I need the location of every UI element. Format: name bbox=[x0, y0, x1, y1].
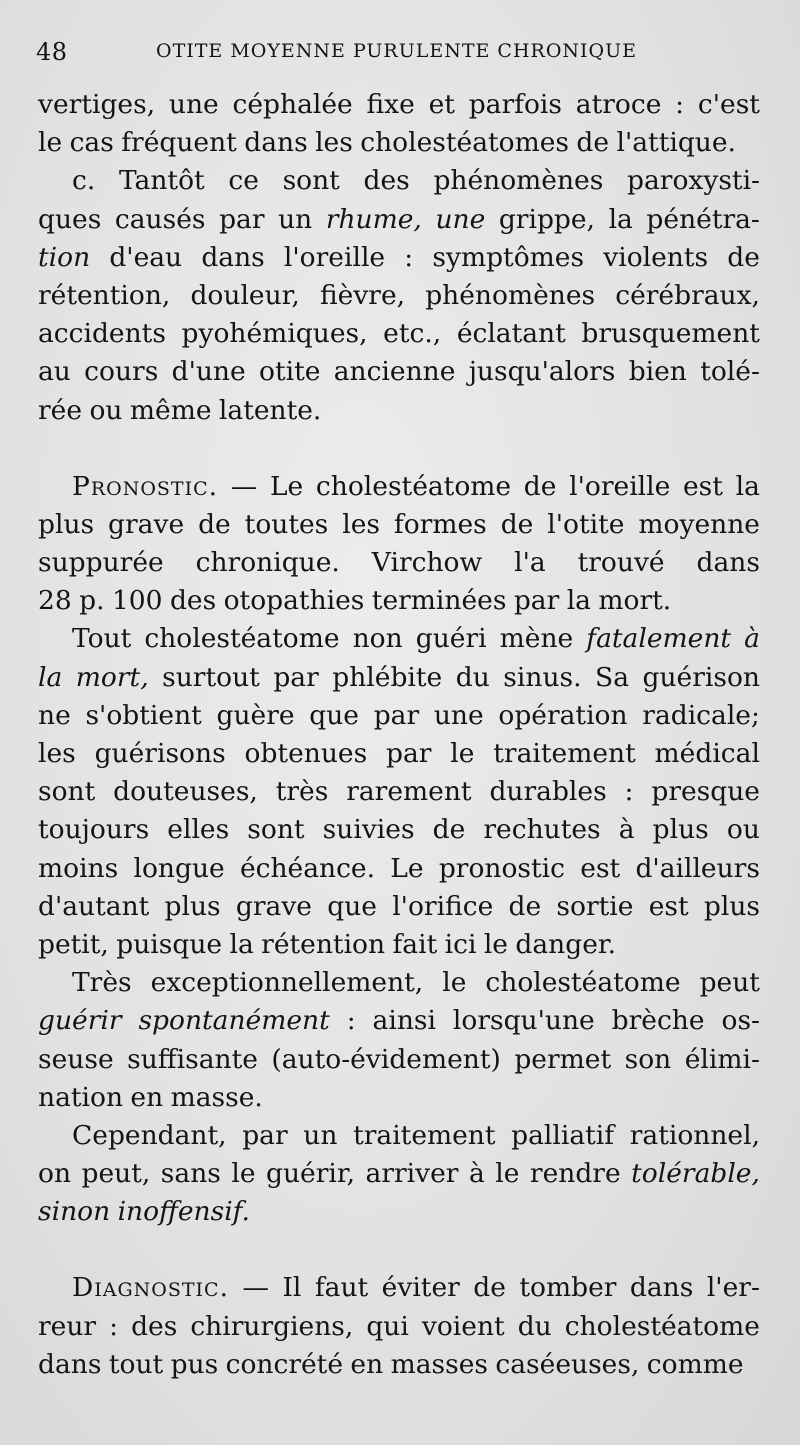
text-line bbox=[38, 162, 760, 200]
word: Pronostic. bbox=[72, 470, 219, 502]
word: p. bbox=[79, 585, 105, 617]
word: sinus. bbox=[503, 661, 582, 693]
text-line bbox=[38, 811, 760, 849]
word: otite bbox=[258, 356, 321, 388]
word: de bbox=[508, 890, 542, 922]
word: dans bbox=[38, 1348, 102, 1380]
word: le bbox=[483, 928, 508, 960]
word: c'est bbox=[697, 89, 760, 120]
text-line bbox=[38, 239, 760, 277]
word: formes bbox=[393, 508, 487, 540]
word: des bbox=[131, 1310, 178, 1342]
word: d'ailleurs bbox=[635, 852, 760, 884]
word: rétention bbox=[261, 928, 386, 960]
word: etc., bbox=[383, 318, 442, 350]
word: guérir, bbox=[266, 1158, 356, 1190]
word: que bbox=[309, 699, 359, 731]
word: atroce bbox=[575, 89, 662, 120]
word: le bbox=[231, 1158, 256, 1190]
word: un bbox=[278, 203, 313, 235]
word: mort, bbox=[75, 661, 149, 693]
word: arriver bbox=[365, 1158, 459, 1190]
word: l'otite bbox=[547, 508, 625, 540]
word: les bbox=[342, 508, 380, 540]
text-line bbox=[38, 582, 760, 620]
word: rhume, bbox=[325, 203, 422, 235]
section-gap bbox=[38, 430, 760, 468]
text-line bbox=[38, 1079, 760, 1117]
word: cholestéatome bbox=[564, 1310, 760, 1342]
word: peut, bbox=[81, 1158, 151, 1190]
word: par bbox=[373, 699, 420, 731]
word: l'oreille bbox=[283, 241, 386, 273]
section-gap bbox=[38, 1231, 760, 1269]
running-title: OTITE MOYENNE PURULENTE CHRONIQUE bbox=[156, 40, 637, 62]
word: : bbox=[624, 776, 634, 808]
text-line bbox=[38, 353, 760, 391]
word: rétention, bbox=[38, 279, 171, 311]
word: qui bbox=[366, 1310, 409, 1342]
word: radicale; bbox=[642, 699, 760, 731]
word: la bbox=[735, 470, 760, 502]
word: (auto-évidement) bbox=[271, 1043, 501, 1075]
word: est bbox=[648, 890, 689, 922]
word: l'oreille bbox=[569, 470, 671, 502]
word: le bbox=[442, 967, 467, 999]
word: une bbox=[168, 89, 219, 120]
word: en bbox=[350, 1348, 384, 1380]
word: de bbox=[523, 470, 557, 502]
word: Tantôt bbox=[118, 165, 205, 197]
word: éviter bbox=[381, 1272, 460, 1304]
word: cholestéatome bbox=[485, 967, 681, 999]
text-line bbox=[38, 888, 760, 926]
word: c. bbox=[72, 165, 96, 197]
word: voient bbox=[421, 1310, 505, 1342]
word: l'attique. bbox=[616, 127, 736, 159]
word: céphalée bbox=[232, 89, 353, 120]
text-line bbox=[38, 1269, 760, 1307]
word: l'a bbox=[514, 547, 546, 579]
word: des bbox=[169, 585, 217, 617]
word: dans bbox=[201, 241, 265, 273]
word: puisque bbox=[116, 928, 223, 960]
word: ou bbox=[89, 394, 123, 426]
word: cours bbox=[84, 356, 159, 388]
word: la bbox=[566, 585, 591, 617]
word: nation bbox=[38, 1081, 124, 1113]
word: suffisante bbox=[127, 1043, 258, 1075]
word: plus bbox=[703, 890, 760, 922]
word: la bbox=[608, 203, 633, 235]
word: par bbox=[386, 738, 432, 769]
word: douteuses, bbox=[113, 776, 258, 808]
word: cérébraux, bbox=[615, 279, 760, 311]
word: spontanément bbox=[138, 1005, 330, 1037]
word: 28 bbox=[38, 585, 72, 617]
word: comme bbox=[646, 1348, 744, 1380]
word: du bbox=[517, 1310, 552, 1342]
word: des bbox=[363, 165, 410, 197]
word: à bbox=[468, 1158, 485, 1190]
text-line bbox=[38, 124, 760, 162]
word: cholestéatome bbox=[144, 623, 340, 655]
word: de bbox=[500, 508, 534, 540]
word: Le bbox=[390, 852, 424, 884]
word: rarement bbox=[346, 776, 472, 808]
word: tout bbox=[108, 1348, 164, 1380]
word: tolérable, bbox=[631, 1158, 760, 1190]
word: éclatant bbox=[456, 318, 566, 350]
word: moyenne bbox=[638, 508, 760, 540]
word: : bbox=[404, 241, 414, 273]
word: trouvé bbox=[577, 547, 665, 579]
word: caséeuses, bbox=[495, 1348, 640, 1380]
word: cas bbox=[69, 127, 114, 159]
word: par bbox=[242, 1119, 288, 1151]
word: durables bbox=[489, 776, 607, 808]
word: parfois bbox=[468, 89, 562, 120]
word: brusquement bbox=[581, 318, 760, 350]
word: phlébite bbox=[332, 661, 443, 693]
word: phénomènes bbox=[425, 279, 596, 311]
word: grave bbox=[108, 508, 185, 540]
paragraph-c bbox=[38, 162, 760, 429]
word: par bbox=[273, 661, 319, 693]
word: rechutes bbox=[483, 814, 601, 846]
text-line bbox=[38, 1117, 760, 1155]
word: fièvre, bbox=[319, 279, 406, 311]
word: accidents bbox=[38, 318, 166, 350]
word: : bbox=[109, 1310, 119, 1342]
paragraph-continuation bbox=[38, 86, 760, 162]
word: traitement bbox=[353, 1119, 496, 1151]
word: ancienne bbox=[333, 356, 456, 388]
word: pus bbox=[170, 1348, 219, 1380]
word: guérison bbox=[642, 661, 760, 693]
word: de bbox=[473, 1272, 506, 1304]
word: tolé- bbox=[700, 356, 760, 388]
word: plus bbox=[652, 814, 709, 846]
word: petit, bbox=[38, 928, 109, 960]
word: terminées bbox=[371, 585, 507, 617]
word: : bbox=[346, 1005, 356, 1037]
word: élimi- bbox=[684, 1043, 760, 1075]
word: à bbox=[744, 623, 760, 655]
word: de bbox=[198, 508, 231, 540]
paragraph-diagnostic bbox=[38, 1269, 760, 1384]
text-line bbox=[38, 1193, 760, 1231]
word: fréquent bbox=[121, 127, 237, 159]
page-number: 48 bbox=[36, 38, 68, 66]
word: sinon bbox=[38, 1196, 111, 1228]
word: guérir bbox=[38, 1005, 122, 1037]
word: — bbox=[230, 470, 258, 502]
word: violents bbox=[603, 241, 709, 273]
word: guérisons bbox=[94, 738, 226, 769]
word: Virchow bbox=[371, 547, 483, 579]
word: toujours bbox=[38, 814, 150, 846]
word: ques bbox=[38, 203, 102, 235]
paragraph-tres bbox=[38, 964, 760, 1117]
text-line bbox=[38, 1002, 760, 1040]
word: de bbox=[727, 241, 760, 273]
word: échéance. bbox=[239, 852, 376, 884]
word: palliatif bbox=[511, 1119, 615, 1151]
word: Le bbox=[269, 470, 304, 502]
word: traitement bbox=[493, 738, 636, 769]
word: non bbox=[352, 623, 403, 655]
word: rendre bbox=[529, 1158, 621, 1190]
word: très bbox=[275, 776, 329, 808]
word: peut bbox=[699, 967, 760, 999]
word: obtenues bbox=[244, 738, 368, 769]
word: fixe bbox=[366, 89, 415, 120]
word: fait bbox=[392, 928, 438, 960]
text-line bbox=[38, 926, 760, 964]
word: sont bbox=[38, 776, 96, 808]
word: exceptionnellement, bbox=[150, 967, 424, 999]
word: seuse bbox=[38, 1043, 114, 1075]
word: est bbox=[683, 470, 723, 502]
word: on bbox=[38, 1158, 72, 1190]
text-line bbox=[38, 964, 760, 1002]
word: Très bbox=[72, 967, 132, 999]
word: otopathies bbox=[223, 585, 365, 617]
word: danger. bbox=[515, 928, 617, 960]
word: par bbox=[219, 203, 265, 235]
body-text bbox=[38, 86, 760, 1384]
word: toutes bbox=[244, 508, 329, 540]
word: cholestéatomes bbox=[360, 127, 570, 159]
text-line bbox=[38, 468, 760, 506]
word: plus bbox=[164, 890, 221, 922]
word: : bbox=[675, 89, 685, 120]
text-line bbox=[38, 86, 760, 124]
word: inoffensif. bbox=[117, 1196, 250, 1228]
text-line bbox=[38, 1308, 760, 1346]
word: par bbox=[513, 585, 560, 617]
word: en bbox=[130, 1081, 164, 1113]
word: le bbox=[495, 1158, 520, 1190]
word: dans bbox=[629, 1272, 694, 1304]
word: sont bbox=[282, 165, 340, 197]
word: vertiges, bbox=[38, 89, 156, 120]
word: pénétra- bbox=[646, 203, 760, 235]
word: un bbox=[303, 1119, 338, 1151]
word: la bbox=[229, 928, 254, 960]
word: d'autant bbox=[38, 890, 150, 922]
word: médical bbox=[654, 738, 760, 769]
word: Diagnostic. bbox=[72, 1272, 230, 1304]
word: cholestéatome bbox=[315, 470, 512, 502]
text-line bbox=[38, 506, 760, 544]
word: tion bbox=[38, 241, 91, 273]
word: une bbox=[433, 699, 484, 731]
word: de bbox=[432, 814, 466, 846]
word: dans bbox=[696, 547, 760, 579]
word: à bbox=[618, 814, 635, 846]
text-line bbox=[38, 1041, 760, 1079]
word: plus bbox=[38, 508, 95, 540]
word: tomber bbox=[519, 1272, 617, 1304]
text-line bbox=[38, 1346, 760, 1384]
word: sortie bbox=[556, 890, 634, 922]
text-line bbox=[38, 315, 760, 353]
word: symptômes bbox=[432, 241, 585, 273]
word: ici bbox=[444, 928, 477, 960]
word: mène bbox=[499, 623, 574, 655]
word: ne bbox=[38, 699, 71, 731]
word: le bbox=[38, 127, 63, 159]
word: latente. bbox=[218, 394, 322, 426]
word: même bbox=[129, 394, 212, 426]
page-header bbox=[36, 38, 756, 74]
word: guère bbox=[216, 699, 295, 731]
paragraph-pronostic bbox=[38, 468, 760, 621]
paragraph-cependant bbox=[38, 1117, 760, 1232]
word: lorsqu'une bbox=[452, 1005, 595, 1037]
word: ainsi bbox=[372, 1005, 436, 1037]
word: est bbox=[580, 852, 621, 884]
text-line bbox=[38, 697, 760, 735]
word: le bbox=[450, 738, 475, 769]
text-line bbox=[38, 773, 760, 811]
word: chirurgiens, bbox=[190, 1310, 354, 1342]
paragraph-tout bbox=[38, 620, 760, 964]
word: l'er- bbox=[706, 1272, 760, 1304]
word: opération bbox=[498, 699, 628, 731]
word: sont bbox=[247, 814, 305, 846]
word: ce bbox=[228, 165, 259, 197]
word: de bbox=[576, 127, 610, 159]
word: la bbox=[38, 661, 63, 693]
word: pronostic bbox=[438, 852, 566, 884]
word: les bbox=[38, 738, 76, 769]
word: dans bbox=[244, 127, 308, 159]
text-line bbox=[38, 544, 760, 582]
word: phénomènes bbox=[433, 165, 604, 197]
word: moins bbox=[38, 852, 119, 884]
word: brèche bbox=[611, 1005, 705, 1037]
word: Cependant, bbox=[72, 1119, 227, 1151]
word: guéri bbox=[415, 623, 487, 655]
text-line bbox=[38, 201, 760, 239]
word: permet bbox=[514, 1043, 612, 1075]
text-line bbox=[38, 620, 760, 658]
word: les bbox=[315, 127, 353, 159]
word: d'une bbox=[171, 356, 246, 388]
text-line bbox=[38, 392, 760, 430]
word: faut bbox=[314, 1272, 369, 1304]
word: jusqu'alors bbox=[468, 356, 616, 388]
word: Sa bbox=[595, 661, 629, 693]
word: sans bbox=[160, 1158, 221, 1190]
word: suivies bbox=[322, 814, 415, 846]
word: une bbox=[435, 203, 486, 235]
word: — bbox=[242, 1272, 269, 1304]
word: suppurée bbox=[38, 547, 164, 579]
text-line bbox=[38, 850, 760, 888]
word: presque bbox=[651, 776, 760, 808]
word: causés bbox=[114, 203, 206, 235]
word: rée bbox=[38, 394, 83, 426]
word: concrété bbox=[225, 1348, 344, 1380]
word: chronique. bbox=[195, 547, 340, 579]
word: masses bbox=[390, 1348, 488, 1380]
word: reur bbox=[38, 1310, 97, 1342]
word: bien bbox=[628, 356, 687, 388]
word: Il bbox=[282, 1272, 302, 1304]
word: et bbox=[428, 89, 455, 120]
word: son bbox=[624, 1043, 672, 1075]
word: rationnel, bbox=[629, 1119, 760, 1151]
word: s'obtient bbox=[85, 699, 202, 731]
word: Tout bbox=[72, 623, 132, 655]
word: douleur, bbox=[190, 279, 300, 311]
word: grippe, bbox=[498, 203, 595, 235]
text-line bbox=[38, 735, 760, 773]
word: masse. bbox=[170, 1081, 263, 1113]
word: longue bbox=[133, 852, 225, 884]
word: grave bbox=[235, 890, 312, 922]
word: du bbox=[455, 661, 490, 693]
word: pyohémiques, bbox=[181, 318, 368, 350]
text-line bbox=[38, 1155, 760, 1193]
word: 100 bbox=[111, 585, 163, 617]
word: que bbox=[327, 890, 377, 922]
word: l'orifice bbox=[392, 890, 494, 922]
text-line bbox=[38, 277, 760, 315]
word: fatalement bbox=[586, 623, 732, 655]
word: surtout bbox=[162, 661, 260, 693]
word: ou bbox=[726, 814, 760, 846]
word: elles bbox=[167, 814, 230, 846]
word: mort. bbox=[598, 585, 672, 617]
word: d'eau bbox=[109, 241, 183, 273]
word: os- bbox=[721, 1005, 760, 1037]
word: au bbox=[38, 356, 71, 388]
text-line bbox=[38, 659, 760, 697]
word: paroxysti- bbox=[627, 165, 760, 197]
